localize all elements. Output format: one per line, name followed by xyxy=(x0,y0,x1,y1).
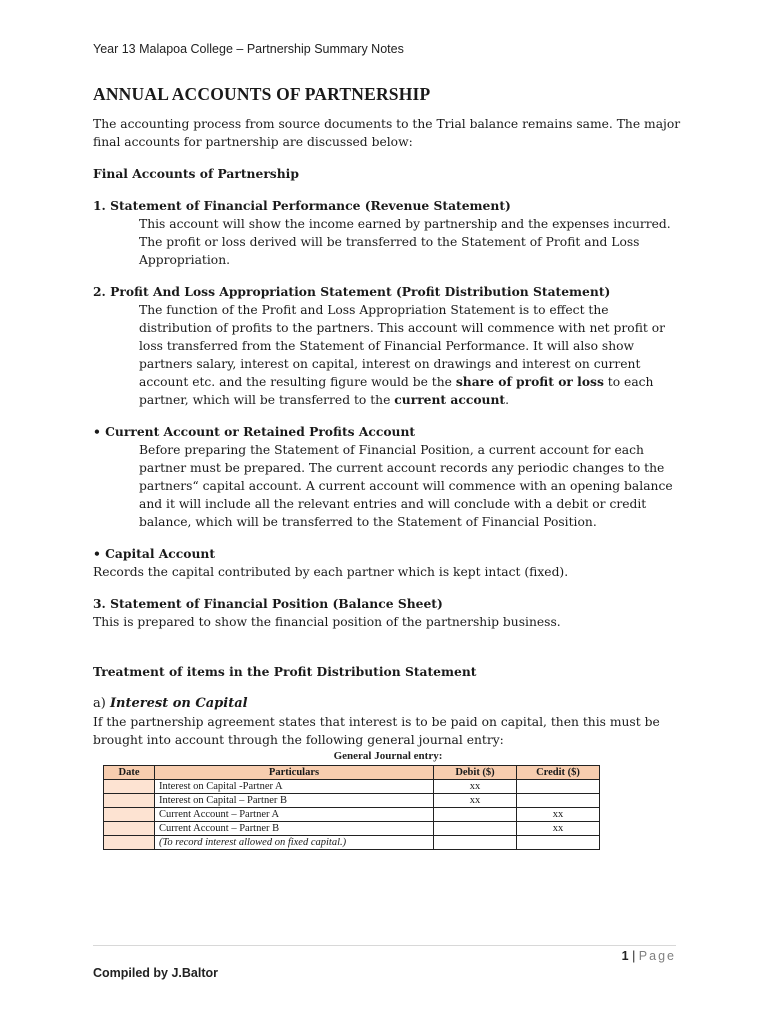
cell-date xyxy=(104,822,155,836)
section-2-text-b: to each partner, which will be transferred to the xyxy=(139,375,654,407)
interest-prefix: a) xyxy=(93,696,110,711)
cell-credit xyxy=(517,836,600,850)
section-1-body: This account will show the income earned by partnership and the expenses incurred. The profit or loss derived will be transferred to the Statement of Profit and Loss Appropriation. xyxy=(139,217,671,267)
section-2-text-a: The function of the Profit and Loss Appropriation Statement is to effect the distribution of profits to the partners. This account will commence with net profit or loss transferred from the Statement of Financial Performance. It will also show partners salary, interest on capital, interest on drawings and interest on current account etc. and the resulting figure would be the xyxy=(139,303,666,389)
section-1-title: 1. Statement of Financial Performance (Revenue Statement) xyxy=(93,198,511,213)
cell-credit xyxy=(517,794,600,808)
page-header: Year 13 Malapoa College – Partnership Summary Notes xyxy=(93,42,404,56)
section-3-body: This is prepared to show the financial position of the partnership business. xyxy=(93,615,561,629)
table-row xyxy=(104,822,600,836)
document-content xyxy=(93,84,683,850)
cell-debit xyxy=(434,822,517,836)
section-capital-account-body: Records the capital contributed by each partner which is kept intact (fixed). xyxy=(93,565,569,579)
section-current-account-body: Before preparing the Statement of Financial Position, a current account for each partner must be prepared. The current account records any periodic changes to the partners“ capital account. A current account will commence with an opening balance and it will include all the relevant entries and will conclude with a debit or credit balance, which will be transferred to the Statement of Financial Position. xyxy=(139,443,673,529)
header-particulars: Particulars xyxy=(155,766,434,780)
cell-debit xyxy=(434,836,517,850)
header-credit: Credit ($) xyxy=(517,766,600,780)
header-debit: Debit ($) xyxy=(434,766,517,780)
cell-particulars: Current Account – Partner B xyxy=(155,822,434,836)
cell-particulars: Interest on Capital -Partner A xyxy=(155,780,434,794)
table-row xyxy=(104,836,600,850)
cell-debit xyxy=(434,808,517,822)
page-number-value: 1 xyxy=(621,949,629,963)
interest-title: Interest on Capital xyxy=(109,696,248,711)
cell-particulars: Interest on Capital – Partner B xyxy=(155,794,434,808)
header-date: Date xyxy=(104,766,155,780)
interest-heading-line xyxy=(93,695,683,713)
cell-credit: xx xyxy=(517,808,600,822)
page-number xyxy=(622,949,676,963)
table-row xyxy=(104,794,600,808)
cell-date xyxy=(104,794,155,808)
table-row xyxy=(104,808,600,822)
cell-credit: xx xyxy=(517,822,600,836)
page-word: Page xyxy=(638,949,676,963)
footer-divider xyxy=(93,945,676,946)
cell-particulars: (To record interest allowed on fixed capital.) xyxy=(155,836,434,850)
section-2-bold-share: share of profit or loss xyxy=(455,374,604,389)
treatment-heading: Treatment of items in the Profit Distribution Statement xyxy=(93,664,477,679)
section-2-body xyxy=(93,301,683,409)
intro-paragraph: The accounting process from source documents to the Trial balance remains same. The major final accounts for partnership are discussed below: xyxy=(93,117,681,149)
interest-body: If the partnership agreement states that interest is to be paid on capital, then this must be brought into account through the following general journal entry: xyxy=(93,715,660,747)
cell-date xyxy=(104,836,155,850)
cell-debit: xx xyxy=(434,794,517,808)
cell-date xyxy=(104,780,155,794)
document-title: ANNUAL ACCOUNTS OF PARTNERSHIP xyxy=(93,84,431,104)
section-2-bold-current: current account xyxy=(394,392,506,407)
section-3-title: 3. Statement of Financial Position (Balance Sheet) xyxy=(93,596,443,611)
section-2-title: 2. Profit And Loss Appropriation Statement (Profit Distribution Statement) xyxy=(93,284,611,299)
section-capital-account-title: • Capital Account xyxy=(93,546,216,561)
table-row xyxy=(104,780,600,794)
page-number-separator: | xyxy=(628,949,639,963)
section-current-account-title: • Current Account or Retained Profits Account xyxy=(93,424,416,439)
cell-credit xyxy=(517,780,600,794)
final-accounts-heading: Final Accounts of Partnership xyxy=(93,166,299,181)
cell-debit: xx xyxy=(434,780,517,794)
cell-date xyxy=(104,808,155,822)
compiled-by: Compiled by J.Baltor xyxy=(93,966,219,980)
general-journal-table xyxy=(103,765,600,850)
journal-header-row xyxy=(104,766,600,780)
section-2-text-c: . xyxy=(505,393,510,407)
cell-particulars: Current Account – Partner A xyxy=(155,808,434,822)
journal-caption: General Journal entry: xyxy=(333,750,443,762)
